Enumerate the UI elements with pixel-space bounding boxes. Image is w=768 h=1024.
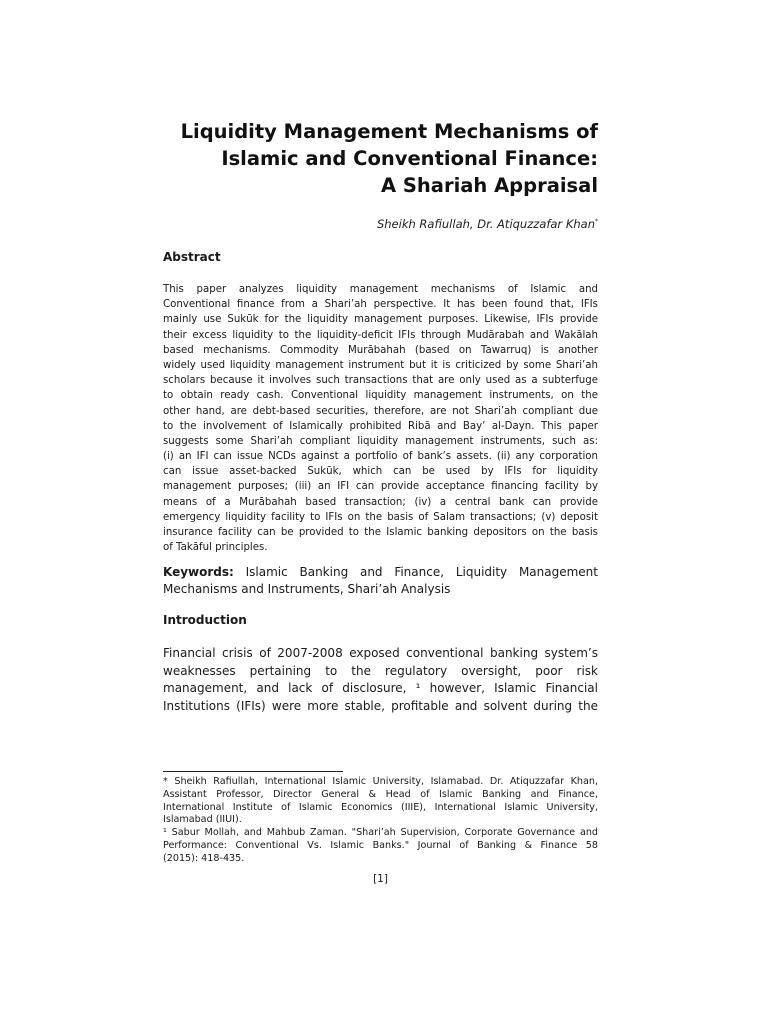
abstract-line: This paper analyzes liquidity management mechanisms of Islamic and bbox=[163, 284, 598, 295]
introduction-body bbox=[163, 645, 598, 715]
footnote-line: Islamabad (IIUI). bbox=[163, 814, 242, 826]
page-number: [1] bbox=[373, 873, 388, 885]
footnote-line: Assistant Professor, Director General & Head of Islamic Banking and Finance, bbox=[163, 788, 598, 800]
footnote-divider bbox=[163, 771, 343, 772]
title-line-3: A Shariah Appraisal bbox=[380, 174, 598, 197]
abstract-line: to the involvement of Islamically prohibited Ribā and Bay’ al-Dayn. This paper bbox=[163, 420, 598, 432]
intro-line: weaknesses pertaining to the regulatory oversight, poor risk bbox=[163, 663, 598, 678]
abstract-line: management purposes; (iii) an IFI can provide acceptance financing facility by bbox=[163, 481, 598, 493]
keywords-text-1: Islamic Banking and Finance, Liquidity Management bbox=[233, 565, 598, 579]
abstract-line: can issue asset-backed Sukūk, which can be used by IFIs for liquidity bbox=[163, 466, 598, 478]
footnote-line: (2015): 418-435. bbox=[163, 852, 245, 864]
abstract-line: insurance facility can be provided to the Islamic banking depositors on the basis bbox=[163, 527, 598, 538]
abstract-line: means of a Murābahah based transaction; (iv) a central bank can provide bbox=[163, 496, 598, 508]
abstract-body bbox=[163, 282, 598, 555]
abstract-line: based mechanisms. Commodity Murābahah (based on Tawarruq) is another bbox=[163, 344, 598, 356]
intro-line: Financial crisis of 2007-2008 exposed conventional banking system’s bbox=[163, 646, 598, 660]
keywords-line-1 bbox=[163, 564, 598, 581]
author-footnote-marker: * bbox=[595, 218, 598, 226]
intro-line: Institutions (IFIs) were more stable, profitable and solvent during the bbox=[163, 698, 598, 713]
keywords-block bbox=[163, 564, 598, 598]
abstract-line: suggests some Shari’ah compliant liquidity management instruments, such as: bbox=[163, 435, 598, 447]
abstract-line: Conventional finance from a Shari’ah perspective. It has been found that, IFIs bbox=[163, 299, 598, 311]
footnote-line: * Sheikh Rafiullah, International Islamic University, Islamabad. Dr. Atiquzzafar Khan, bbox=[163, 776, 598, 787]
paper-title bbox=[163, 118, 598, 199]
abstract-line: their excess liquidity to the liquidity-deficit IFIs through Mudārabah and Wakālah bbox=[163, 329, 598, 341]
intro-line: management, and lack of disclosure, ¹ however, Islamic Financial bbox=[163, 681, 598, 695]
abstract-line: of Takāful principles. bbox=[163, 542, 268, 554]
abstract-line: other hand, are debt-based securities, therefore, are not Shari’ah compliant due bbox=[163, 405, 598, 417]
abstract-line: to obtain ready cash. Conventional liquidity management instruments, on the bbox=[163, 390, 598, 402]
keywords-text-2: Mechanisms and Instruments, Shari’ah Analysis bbox=[163, 582, 451, 596]
abstract-line: widely used liquidity management instrument but it is criticized by some Shari’ah bbox=[163, 359, 598, 371]
title-line-2: Islamic and Conventional Finance: bbox=[221, 147, 598, 170]
author-line bbox=[377, 217, 598, 231]
keywords-label: Keywords: bbox=[163, 565, 234, 579]
footnote-line: ¹ Sabur Mollah, and Mahbub Zaman. "Shari’ah Supervision, Corporate Governance and bbox=[163, 827, 598, 839]
footnote-line: International Institute of Islamic Economics (IIIE), International Islamic University, bbox=[163, 801, 598, 813]
abstract-heading: Abstract bbox=[163, 250, 221, 264]
footnotes bbox=[163, 776, 598, 866]
footnote-line: Performance: Conventional Vs. Islamic Banks." Journal of Banking & Finance 58 bbox=[163, 839, 598, 851]
introduction-heading: Introduction bbox=[163, 613, 247, 627]
title-line-1: Liquidity Management Mechanisms of bbox=[180, 120, 598, 143]
abstract-line: emergency liquidity facility to IFIs on the basis of Salam transactions; (v) deposit bbox=[163, 511, 598, 523]
abstract-line: scholars because it involves such transactions that are only used as a subterfuge bbox=[163, 375, 598, 387]
author-names: Sheikh Rafiullah, Dr. Atiquzzafar Khan bbox=[376, 217, 595, 231]
abstract-line: (i) an IFI can issue NCDs against a portfolio of bank’s assets. (ii) any corporation bbox=[163, 451, 598, 463]
abstract-line: mainly use Sukūk for the liquidity management purposes. Likewise, IFIs provide bbox=[163, 314, 598, 326]
